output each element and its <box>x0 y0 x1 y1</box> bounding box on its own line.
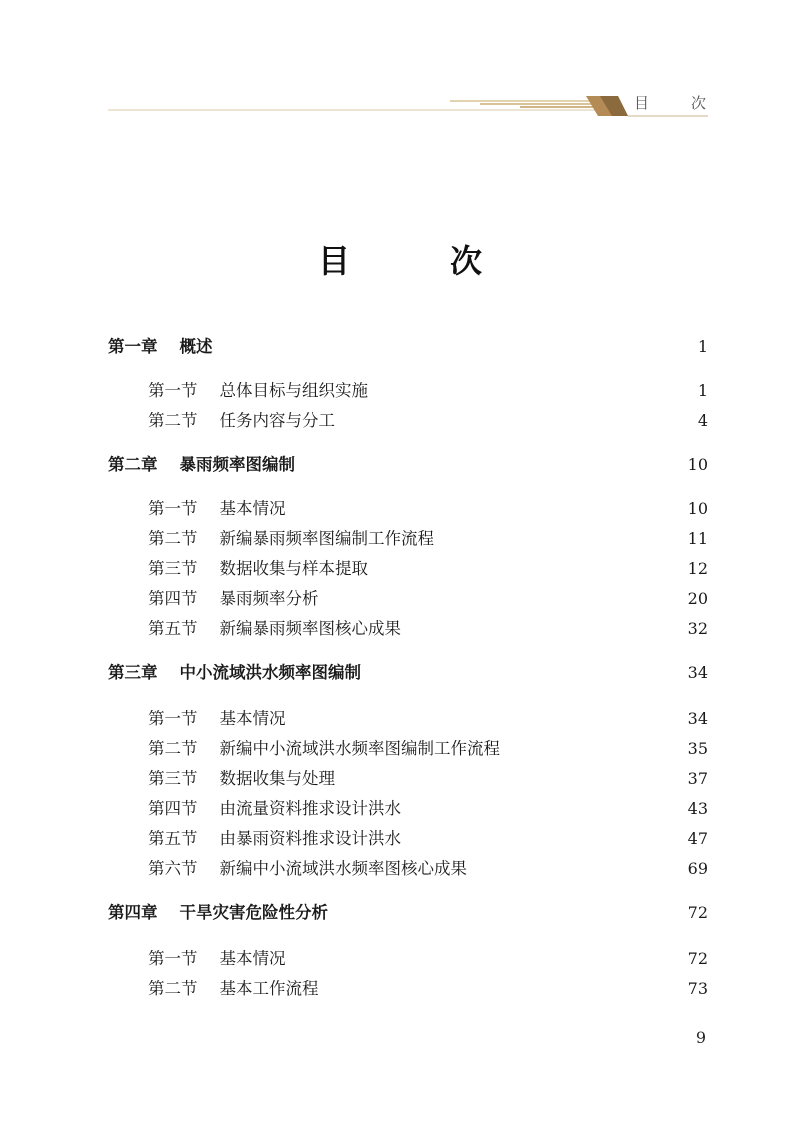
page-title <box>0 236 800 282</box>
toc-page-number: 69 <box>687 859 708 878</box>
toc-page-number: 72 <box>687 949 708 968</box>
toc-entry-title: 新编中小流域洪水频率图编制工作流程 <box>219 739 500 758</box>
toc-section-entry[interactable] <box>108 765 708 793</box>
toc-page-number: 35 <box>687 739 708 758</box>
toc-entry-label <box>148 825 401 853</box>
toc-section-entry[interactable] <box>108 855 708 883</box>
toc-entry-number: 第一节 <box>148 949 198 968</box>
toc-entry-title: 基本工作流程 <box>219 979 319 998</box>
toc-section-entry[interactable] <box>108 377 708 405</box>
toc-section-entry[interactable] <box>108 945 708 973</box>
toc-entry-label <box>148 615 401 643</box>
toc-leader-dots <box>334 899 682 927</box>
toc-leader-dots <box>292 495 682 523</box>
toc-page-number: 11 <box>687 529 708 548</box>
toc-page-number: 73 <box>687 979 708 998</box>
toc-entry-number: 第六节 <box>148 859 198 878</box>
header-char-2: 次 <box>690 94 706 112</box>
toc-section-entry[interactable] <box>108 407 708 435</box>
toc-section-entry[interactable] <box>108 735 708 763</box>
toc-entry-number: 第三章 <box>108 663 158 682</box>
toc-entry-label <box>148 407 335 435</box>
toc-chapter-entry[interactable] <box>108 451 708 479</box>
toc-entry-title: 由暴雨资料推求设计洪水 <box>219 829 401 848</box>
toc-section-entry[interactable] <box>108 585 708 613</box>
toc-page-number: 37 <box>687 769 708 788</box>
toc-entry-label <box>148 555 368 583</box>
toc-page-number: 34 <box>687 663 708 682</box>
toc-section-entry[interactable] <box>108 525 708 553</box>
toc-entry-title: 基本情况 <box>219 709 286 728</box>
toc-leader-dots <box>407 795 682 823</box>
toc-chapter-entry[interactable] <box>108 659 708 687</box>
toc-page-number: 47 <box>687 829 708 848</box>
toc-entry-label <box>148 765 335 793</box>
toc-entry-number: 第三节 <box>148 559 198 578</box>
toc-page-number: 1 <box>697 337 708 356</box>
toc-entry-number: 第一节 <box>148 709 198 728</box>
title-char-1: 目 <box>317 242 350 280</box>
toc-entry-number: 第五节 <box>148 829 198 848</box>
toc-page-number: 34 <box>687 709 708 728</box>
toc-page-number: 10 <box>687 455 708 474</box>
toc-leader-dots <box>325 585 682 613</box>
toc-leader-dots <box>301 451 682 479</box>
header-label <box>634 92 706 113</box>
toc-page-number: 20 <box>687 589 708 608</box>
toc-entry-title: 暴雨频率分析 <box>219 589 319 608</box>
toc-section-entry[interactable] <box>108 975 708 1003</box>
toc-page-number: 43 <box>687 799 708 818</box>
toc-entry-title: 基本情况 <box>219 949 286 968</box>
toc-entry-label <box>108 659 361 687</box>
toc-entry-number: 第二节 <box>148 739 198 758</box>
toc-leader-dots <box>473 855 682 883</box>
toc-section-entry[interactable] <box>108 555 708 583</box>
toc-entry-title: 数据收集与处理 <box>219 769 335 788</box>
toc-entry-label <box>148 585 319 613</box>
page-number: 9 <box>695 1028 706 1047</box>
toc-section-entry[interactable] <box>108 495 708 523</box>
toc-leader-dots <box>341 407 692 435</box>
toc-entry-title: 基本情况 <box>219 499 286 518</box>
toc-entry-title: 干旱灾害危险性分析 <box>179 903 328 922</box>
toc-entry-number: 第二节 <box>148 529 198 548</box>
toc-entry-title: 暴雨频率图编制 <box>179 455 295 474</box>
toc-chapter-entry[interactable] <box>108 333 708 361</box>
running-header <box>0 0 800 130</box>
toc-entry-number: 第二章 <box>108 455 158 474</box>
toc-entry-label <box>148 705 286 733</box>
toc-leader-dots <box>440 525 682 553</box>
title-char-2: 次 <box>450 242 483 280</box>
toc-entry-title: 任务内容与分工 <box>219 411 335 430</box>
toc-leader-dots <box>407 825 682 853</box>
toc-page-number: 72 <box>687 903 708 922</box>
toc-leader-dots <box>325 975 682 1003</box>
toc-page-number: 32 <box>687 619 708 638</box>
toc-entry-title: 中小流域洪水频率图编制 <box>179 663 361 682</box>
toc-entry-label <box>148 855 467 883</box>
toc-entry-label <box>148 945 286 973</box>
toc-entry-title: 总体目标与组织实施 <box>219 381 368 400</box>
toc-entry-label <box>148 377 368 405</box>
toc-entry-number: 第二节 <box>148 411 198 430</box>
toc-entry-number: 第一节 <box>148 381 198 400</box>
toc-page-number: 10 <box>687 499 708 518</box>
toc-entry-title: 新编暴雨频率图核心成果 <box>219 619 401 638</box>
toc-entry-number: 第二节 <box>148 979 198 998</box>
toc-entry-number: 第一节 <box>148 499 198 518</box>
toc-entry-number: 第四节 <box>148 589 198 608</box>
toc-page-number: 12 <box>687 559 708 578</box>
toc-leader-dots <box>219 333 692 361</box>
toc-leader-dots <box>374 555 682 583</box>
toc-section-entry[interactable] <box>108 795 708 823</box>
toc-entry-title: 由流量资料推求设计洪水 <box>219 799 401 818</box>
toc-entry-number: 第三节 <box>148 769 198 788</box>
header-char-1: 目 <box>634 94 650 112</box>
toc-entry-label <box>108 899 328 927</box>
toc-entry-label <box>148 525 434 553</box>
toc-entry-number: 第一章 <box>108 337 158 356</box>
toc-entry-number: 第四节 <box>148 799 198 818</box>
toc-entry-title: 数据收集与样本提取 <box>219 559 368 578</box>
toc-entry-number: 第五节 <box>148 619 198 638</box>
toc-entry-label <box>148 735 500 763</box>
toc-leader-dots <box>374 377 692 405</box>
toc-entry-title: 新编暴雨频率图编制工作流程 <box>219 529 434 548</box>
toc-entry-title: 新编中小流域洪水频率图核心成果 <box>219 859 467 878</box>
toc-page-number: 4 <box>697 411 708 430</box>
toc-section-entry[interactable] <box>108 705 708 733</box>
toc-entry-label <box>148 495 286 523</box>
toc-entry-label <box>108 451 295 479</box>
toc-page-number: 1 <box>697 381 708 400</box>
toc-leader-dots <box>292 705 682 733</box>
toc-entry-label <box>148 795 401 823</box>
toc-entry-label <box>148 975 319 1003</box>
toc-leader-dots <box>341 765 682 793</box>
toc-leader-dots <box>407 615 682 643</box>
toc-leader-dots <box>367 659 682 687</box>
toc-entry-label <box>108 333 213 361</box>
toc-entry-title: 概述 <box>179 337 213 356</box>
toc-section-entry[interactable] <box>108 825 708 853</box>
toc-leader-dots <box>506 735 682 763</box>
toc-leader-dots <box>292 945 682 973</box>
toc-chapter-entry[interactable] <box>108 899 708 927</box>
toc-entry-number: 第四章 <box>108 903 158 922</box>
toc-section-entry[interactable] <box>108 615 708 643</box>
